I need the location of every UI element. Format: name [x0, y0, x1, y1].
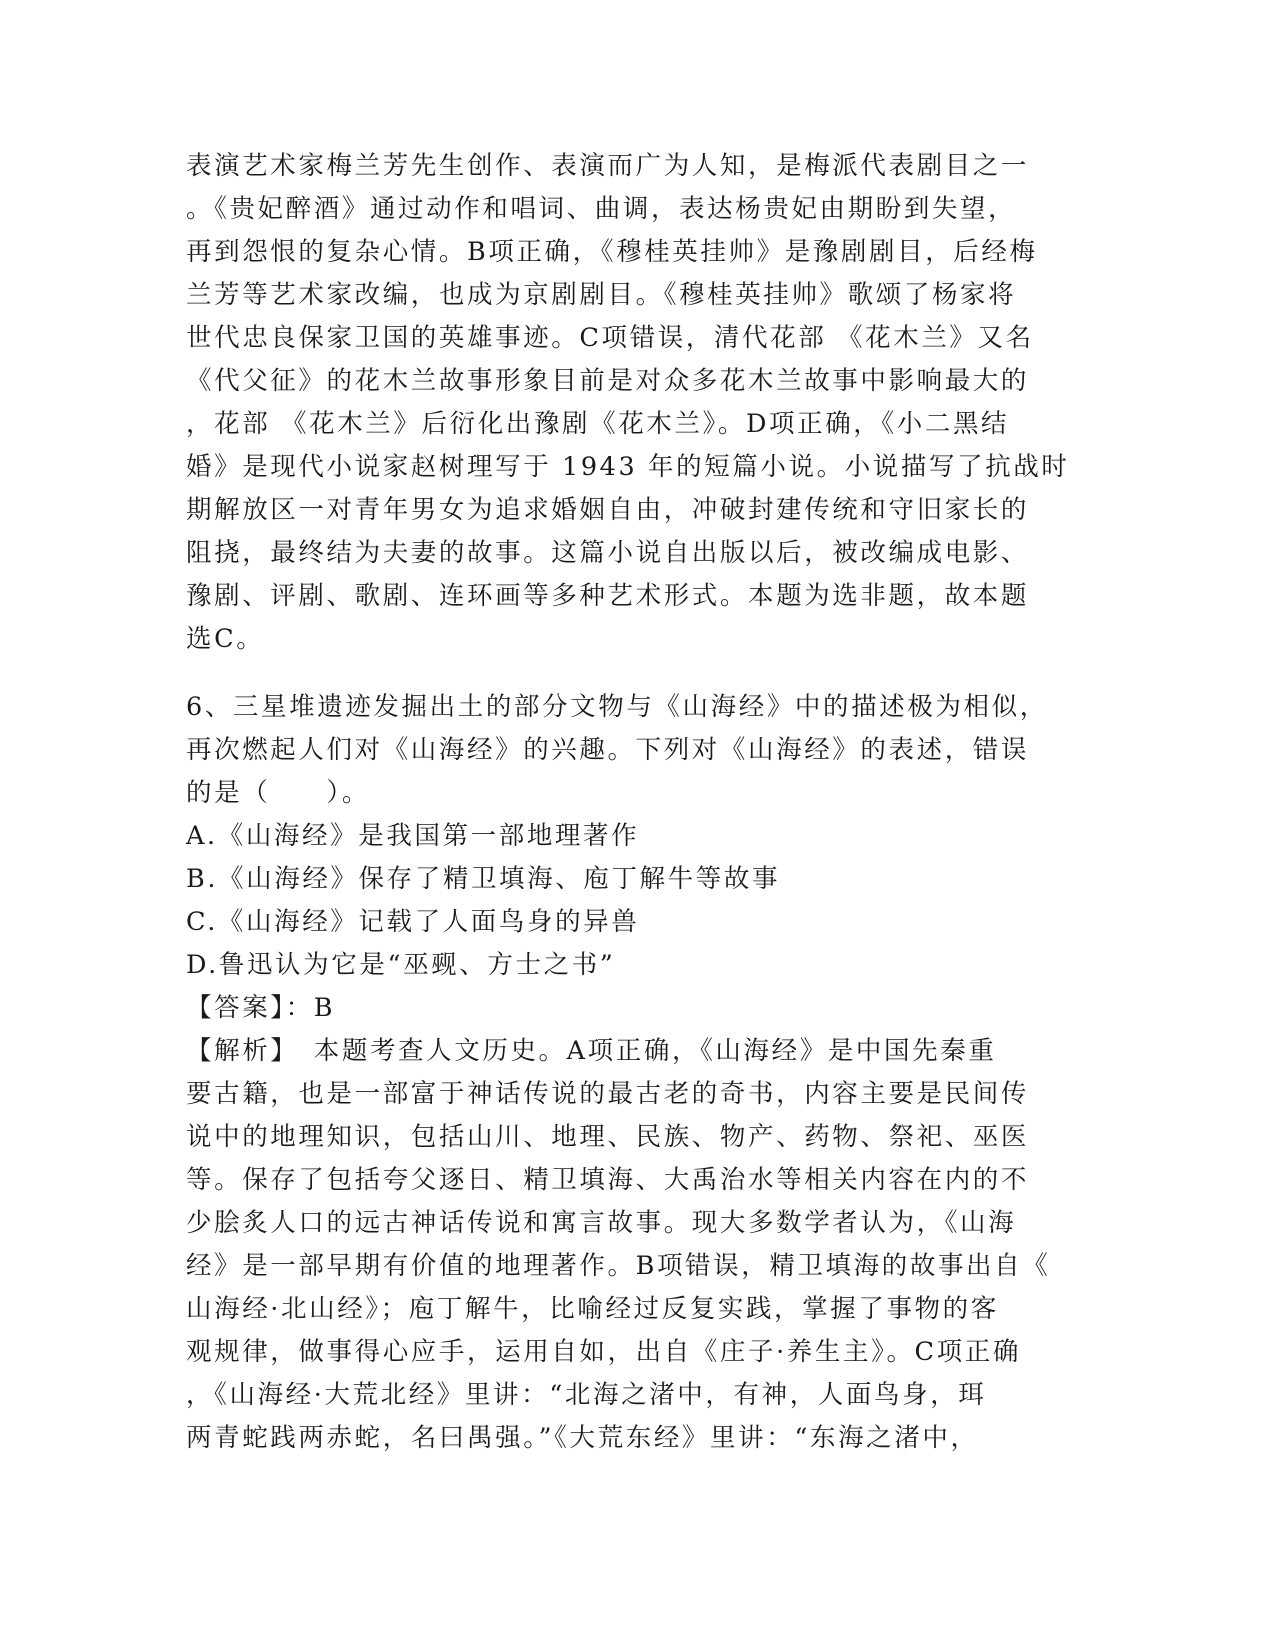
- text-line: 婚》是现代小说家赵树理写于 1943 年的短篇小说。小说描写了抗战时: [186, 452, 1070, 482]
- explanation-line: ，《山海经·大荒北经》里讲：“北海之渚中，有神，人面鸟身，珥: [186, 1380, 987, 1410]
- question-stem: [186, 686, 1086, 815]
- stem-line: 的是（ ）。: [186, 778, 370, 808]
- explanation-line: 两青蛇践两赤蛇，名曰禺强。”《大荒东经》里讲：“东海之渚中，: [186, 1423, 979, 1453]
- option-a: A.《山海经》是我国第一部地理著作: [186, 821, 640, 851]
- answer-line: 【答案】：B: [186, 993, 336, 1023]
- text-line: 阻挠，最终结为夫妻的故事。这篇小说自出版以后，被改编成电影、: [186, 538, 1030, 568]
- question-block: [186, 686, 1086, 1460]
- option-d: D.鲁迅认为它是“巫觋、方士之书”: [186, 950, 616, 980]
- text-line: 豫剧、评剧、歌剧、连环画等多种艺术形式。本题为选非题，故本题: [186, 581, 1030, 611]
- options-list: [186, 815, 1086, 987]
- text-line: 选C。: [186, 624, 265, 654]
- text-line: 世代忠良保家卫国的英雄事迹。C项错误，清代花部 《花木兰》又名: [186, 323, 1034, 353]
- option-b: B.《山海经》保存了精卫填海、庖丁解牛等故事: [186, 864, 781, 894]
- text-line: ，花部 《花木兰》后衍化出豫剧《花木兰》。D项正确，《小二黑结: [186, 409, 1010, 439]
- previous-explanation: [186, 145, 1086, 661]
- document-page: [186, 145, 1086, 1460]
- stem-line: 再次燃起人们对《山海经》的兴趣。下列对《山海经》的表述，错误: [186, 735, 1030, 765]
- explanation-line: 少脍炙人口的远古神话传说和寓言故事。现大多数学者认为，《山海: [186, 1208, 1017, 1238]
- explanation-line: 山海经·北山经》；庖丁解牛，比喻经过反复实践，掌握了事物的客: [186, 1294, 999, 1324]
- explanation-line: 【解析】 本题考查人文历史。A项正确，《山海经》是中国先秦重: [186, 1036, 997, 1066]
- text-line: 期解放区一对青年男女为追求婚姻自由，冲破封建传统和守旧家长的: [186, 495, 1030, 525]
- option-c: C.《山海经》记载了人面鸟身的异兽: [186, 907, 640, 937]
- stem-line: 6、三星堆遗迹发掘出土的部分文物与《山海经》中的描述极为相似，: [186, 692, 1048, 722]
- explanation: [186, 1030, 1086, 1460]
- text-line: 再到怨恨的复杂心情。B项正确，《穆桂英挂帅》是豫剧剧目，后经梅: [186, 237, 1038, 267]
- explanation-line: 观规律，做事得心应手，运用自如，出自《庄子·养生主》。C项正确: [186, 1337, 1021, 1367]
- text-line: 兰芳等艺术家改编，也成为京剧剧目。《穆桂英挂帅》歌颂了杨家将: [186, 280, 1017, 310]
- explanation-line: 要古籍，也是一部富于神话传说的最古老的奇书，内容主要是民间传: [186, 1079, 1030, 1109]
- explanation-line: 等。保存了包括夸父逐日、精卫填海、大禹治水等相关内容在内的不: [186, 1165, 1030, 1195]
- text-line: 《代父征》的花木兰故事形象目前是对众多花木兰故事中影响最大的: [186, 366, 1030, 396]
- text-line: 。《贵妃醉酒》通过动作和唱词、曲调，表达杨贵妃由期盼到失望，: [186, 194, 1017, 224]
- explanation-line: 经》是一部早期有价值的地理著作。B项错误，精卫填海的故事出自《: [186, 1251, 1051, 1281]
- explanation-line: 说中的地理知识，包括山川、地理、民族、物产、药物、祭祀、巫医: [186, 1122, 1030, 1152]
- text-line: 表演艺术家梅兰芳先生创作、表演而广为人知，是梅派代表剧目之一: [186, 151, 1030, 181]
- paragraph-gap: [186, 661, 1086, 686]
